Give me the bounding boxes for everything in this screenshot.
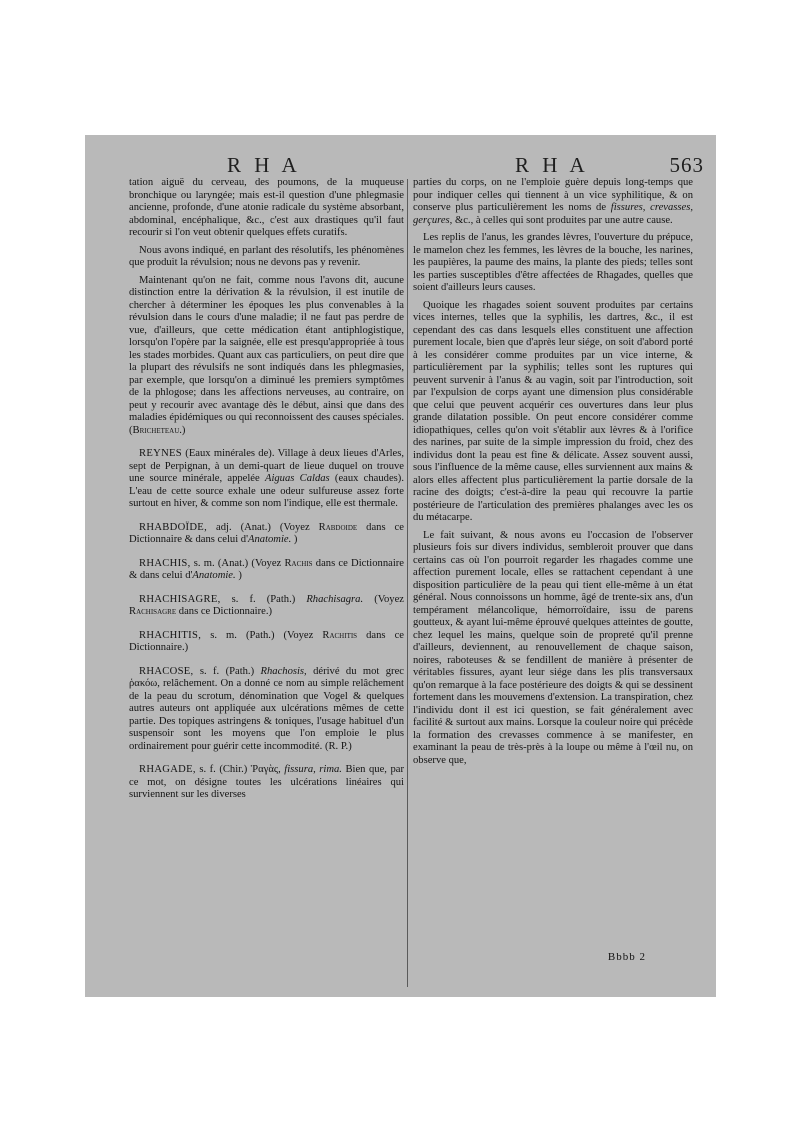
headword: REYNES: [139, 448, 183, 459]
catchword: Bbbb 2: [607, 951, 646, 963]
entry-italic: Aiguas Caldas: [264, 473, 330, 484]
entry-rhachis: [129, 558, 404, 583]
entry-reynes: [129, 448, 404, 511]
entry-text: adj. (Anat.) (Voyez: [216, 521, 310, 533]
entry-text: s. f. (Path.): [231, 593, 296, 605]
left-running-head: R H A: [227, 153, 301, 177]
entry-rhachitis: [129, 630, 404, 655]
paragraph-italic: fissures, crevasses, gerçures,: [413, 202, 694, 226]
entry-text: dans ce Dictionnaire.): [129, 629, 404, 653]
entry-text: (eaux chaudes). L'eau de cette source exhale une odeur sulfureuse assez forte surtout en hiver, & comme son nom l'indique, elle est thermale.: [129, 473, 404, 509]
column-divider: [407, 179, 408, 987]
cross-reference: Rachitis: [322, 629, 358, 641]
headword: RHACHISAGRE,: [139, 593, 221, 605]
headword: RHACOSE,: [139, 665, 194, 677]
entry-italic: Anatomie.: [192, 570, 236, 581]
headword: RHABDOÏDE,: [139, 521, 208, 533]
entry-text: dans ce Dictionnaire & dans celui d': [129, 521, 404, 545]
headword: RHAGADE,: [139, 764, 196, 775]
page-number: 563: [669, 153, 704, 177]
author-signature: (Bricheteau.): [129, 424, 186, 436]
entry-rhabdoide: [129, 522, 404, 547]
entry-text: ): [293, 534, 298, 545]
author-signature: (R. P.): [324, 740, 352, 752]
entry-text: dans ce Dictionnaire.): [178, 606, 273, 617]
right-running-head: R H A: [515, 153, 589, 177]
left-column: [129, 177, 404, 807]
paragraph: [129, 275, 404, 438]
paragraph-text: &c., à celles qui sont produites par une autre cause.: [454, 214, 673, 226]
entry-italic: fissura, rima.: [284, 764, 342, 775]
paragraph: Les replis de l'anus, les grandes lèvres, l'ouverture du prépuce, le mamelon chez les femmes, les lèvres de la bouche, les narines, les paupières, la paume des mains, la plante des pieds; telles sont les parties susceptibles d'être affectées de Rhagades, quelles que soient d'ailleurs leurs causes.: [413, 232, 693, 293]
entry-text: s. f. (Chir.) Ῥαγὰς,: [199, 764, 281, 775]
entry-text: dérivé du mot grec ῥακόω, relâchement. On a donné ce nom au simple relâchement de la peau du scrotum, dénomination que Vogel & quelques autres auteurs ont appliquée aux ulcérations mêmes de cette partie. Des topiques astringens & toniques, l'usage habituel d'un suspensoir sont les moyens que l'on emploie le plus ordinairement pour guérir cette incommodité.: [129, 665, 404, 752]
cross-reference: Rachis: [284, 557, 313, 569]
right-column: [413, 177, 693, 772]
paragraph: Le fait suivant, & nous avons eu l'occasion de l'observer plusieurs fois sur divers individus, sembleroit prouver que dans certains cas où l'on pourroit regarder les rhagades comme une affection purement locale, elles se rattachent cependant à une disposition particulière de la peau qui tient elle-même à un état général. Nous connoissons un homme, âgé de trente-six ans, d'un tempérament mélancolique, hémorroïdaire, issu de parens goutteux, & ayant lui-même éprouvé quelques atteintes de goutte, chez lequel les mains, quelque soin de propreté qu'il prenne d'ailleurs, deviennent, au renouvellement de chaque saison, noires, raboteuses & se fendillent de manière à présenter de véritables fissures, ayant leur siége dans les plis transversaux qu'on remarque à la face postérieure des doigts & qui se dessinent fortement dans les mouvemens d'extension. La transpiration, chez l'individu dont il est ici question, se fait généralement avec facilité & surtout aux mains. Lorsque la couleur noire qui précède la formation des crevasses commence à se manifester, en examinant la peau de très-près à la loupe ou même à l'œil nu, on observe que,: [413, 529, 693, 766]
entry-rhacose: [129, 666, 404, 754]
entry-text: Bien que, par ce mot, on désigne toutes les ulcérations linéaires qui surviennent sur les diverses: [129, 764, 404, 800]
scanned-page: [85, 135, 716, 997]
entry-text: (Eaux minérales de). Village à deux lieues d'Arles, sept de Perpignan, à un demi-quart de lieue duquel on trouve une source minérale, appelée: [129, 448, 404, 484]
entry-italic: Rhachosis,: [260, 665, 307, 677]
entry-text: dans ce Dictionnaire & dans celui d': [129, 557, 404, 581]
cross-reference: Rabdoide: [318, 521, 358, 533]
cross-reference: Rachisagre: [129, 606, 177, 617]
paragraph: Nous avons indiqué, en parlant des résolutifs, les phénomènes que produit la révulsion; nous ne devons pas y revenir.: [129, 244, 404, 268]
entry-text: (Voyez: [374, 593, 404, 605]
paragraph: tation aiguë du cerveau, des poumons, de la muqueuse bronchique ou laryngée; mais est-il question d'une phlegmasie ancienne, profonde, d'une atonie radicale du système absorbant, abdominal, encéphalique, &c., c'est aux drastiques qu'il faut recourir si l'on veut obtenir quelques effets curatifs.: [129, 177, 404, 238]
paragraph: [413, 177, 693, 227]
entry-text: s. m. (Path.) (Voyez: [210, 629, 314, 641]
entry-text: ): [238, 570, 242, 581]
entry-italic: Anatomie.: [248, 534, 292, 545]
headword: RHACHITIS,: [139, 629, 202, 641]
headword: RHACHIS,: [139, 557, 191, 569]
entry-text: s. m. (Anat.) (Voyez: [193, 557, 282, 569]
entry-text: s. f. (Path.): [199, 665, 255, 677]
entry-rhachisagre: [129, 594, 404, 619]
paragraph: Quoique les rhagades soient souvent produites par certains vices internes, telles que la syphilis, les dartres, &c., il est cependant des cas dans lesquels elles constituent une affection purement locale, bien que d'après leur siége, on soit d'abord porté à les considérer comme produites par un vice interne, & particulièrement par la syphilis; telles sont les ruptures qui peuvent survenir à l'anus & au vagin, soit par l'introduction, soit par l'expulsion de corps ayant une dimension plus considérable que celui que peuvent acquérir ces ouvertures dans leur plus grande dilatation possible. On peut encore considérer comme idiopathiques, celles qu'on voit s'établir aux lèvres & à l'orifice des narines, par suite de la simple impression du froid, chez des individus dont la peau est fine & délicate. Assez souvent aussi, sous l'influence de la même cause, elles surviennent aux mains & alors elles affectent plus particulièrement la partie dorsale de la racine des doigts; c'est-à-dire la peau qui recouvre la partie postérieure de l'articulation des premières phalanges avec les os du métacarpe.: [413, 299, 693, 523]
paragraph-text: Maintenant qu'on ne fait, comme nous l'avons dit, aucune distinction entre la dérivation & la révulsion, il est inutile de chercher à déterminer les époques les plus convenables à la révulsion dans le cours d'une maladie; il ne faut pas perdre de vue, d'ailleurs, que cette médication étant antiphlogistique, lorsqu'on l'opère par la saignée, elle est presqu'appropriée à tous les stades morbides. Quant aux cas particuliers, on peut dire que la plupart des révulsifs ne sont indiqués dans les phlegmasies, par exemple, que lorsqu'on a diminué les premiers symptômes de la phlogose; dans les affections nerveuses, au contraire, on peut y recourir avec avantage dès le début, ainsi que dans des maladies épidémiques ou qui reconnoissent des causes spéciales.: [129, 274, 404, 423]
entry-italic: Rhachisagra.: [306, 593, 364, 605]
entry-rhagade: [129, 764, 404, 802]
paragraph-text: parties du corps, on ne l'emploie guère depuis long-temps que pour indiquer celles qui tiennent à un vice syphilitique, & on conserve plus particulièrement les noms de: [413, 177, 693, 213]
